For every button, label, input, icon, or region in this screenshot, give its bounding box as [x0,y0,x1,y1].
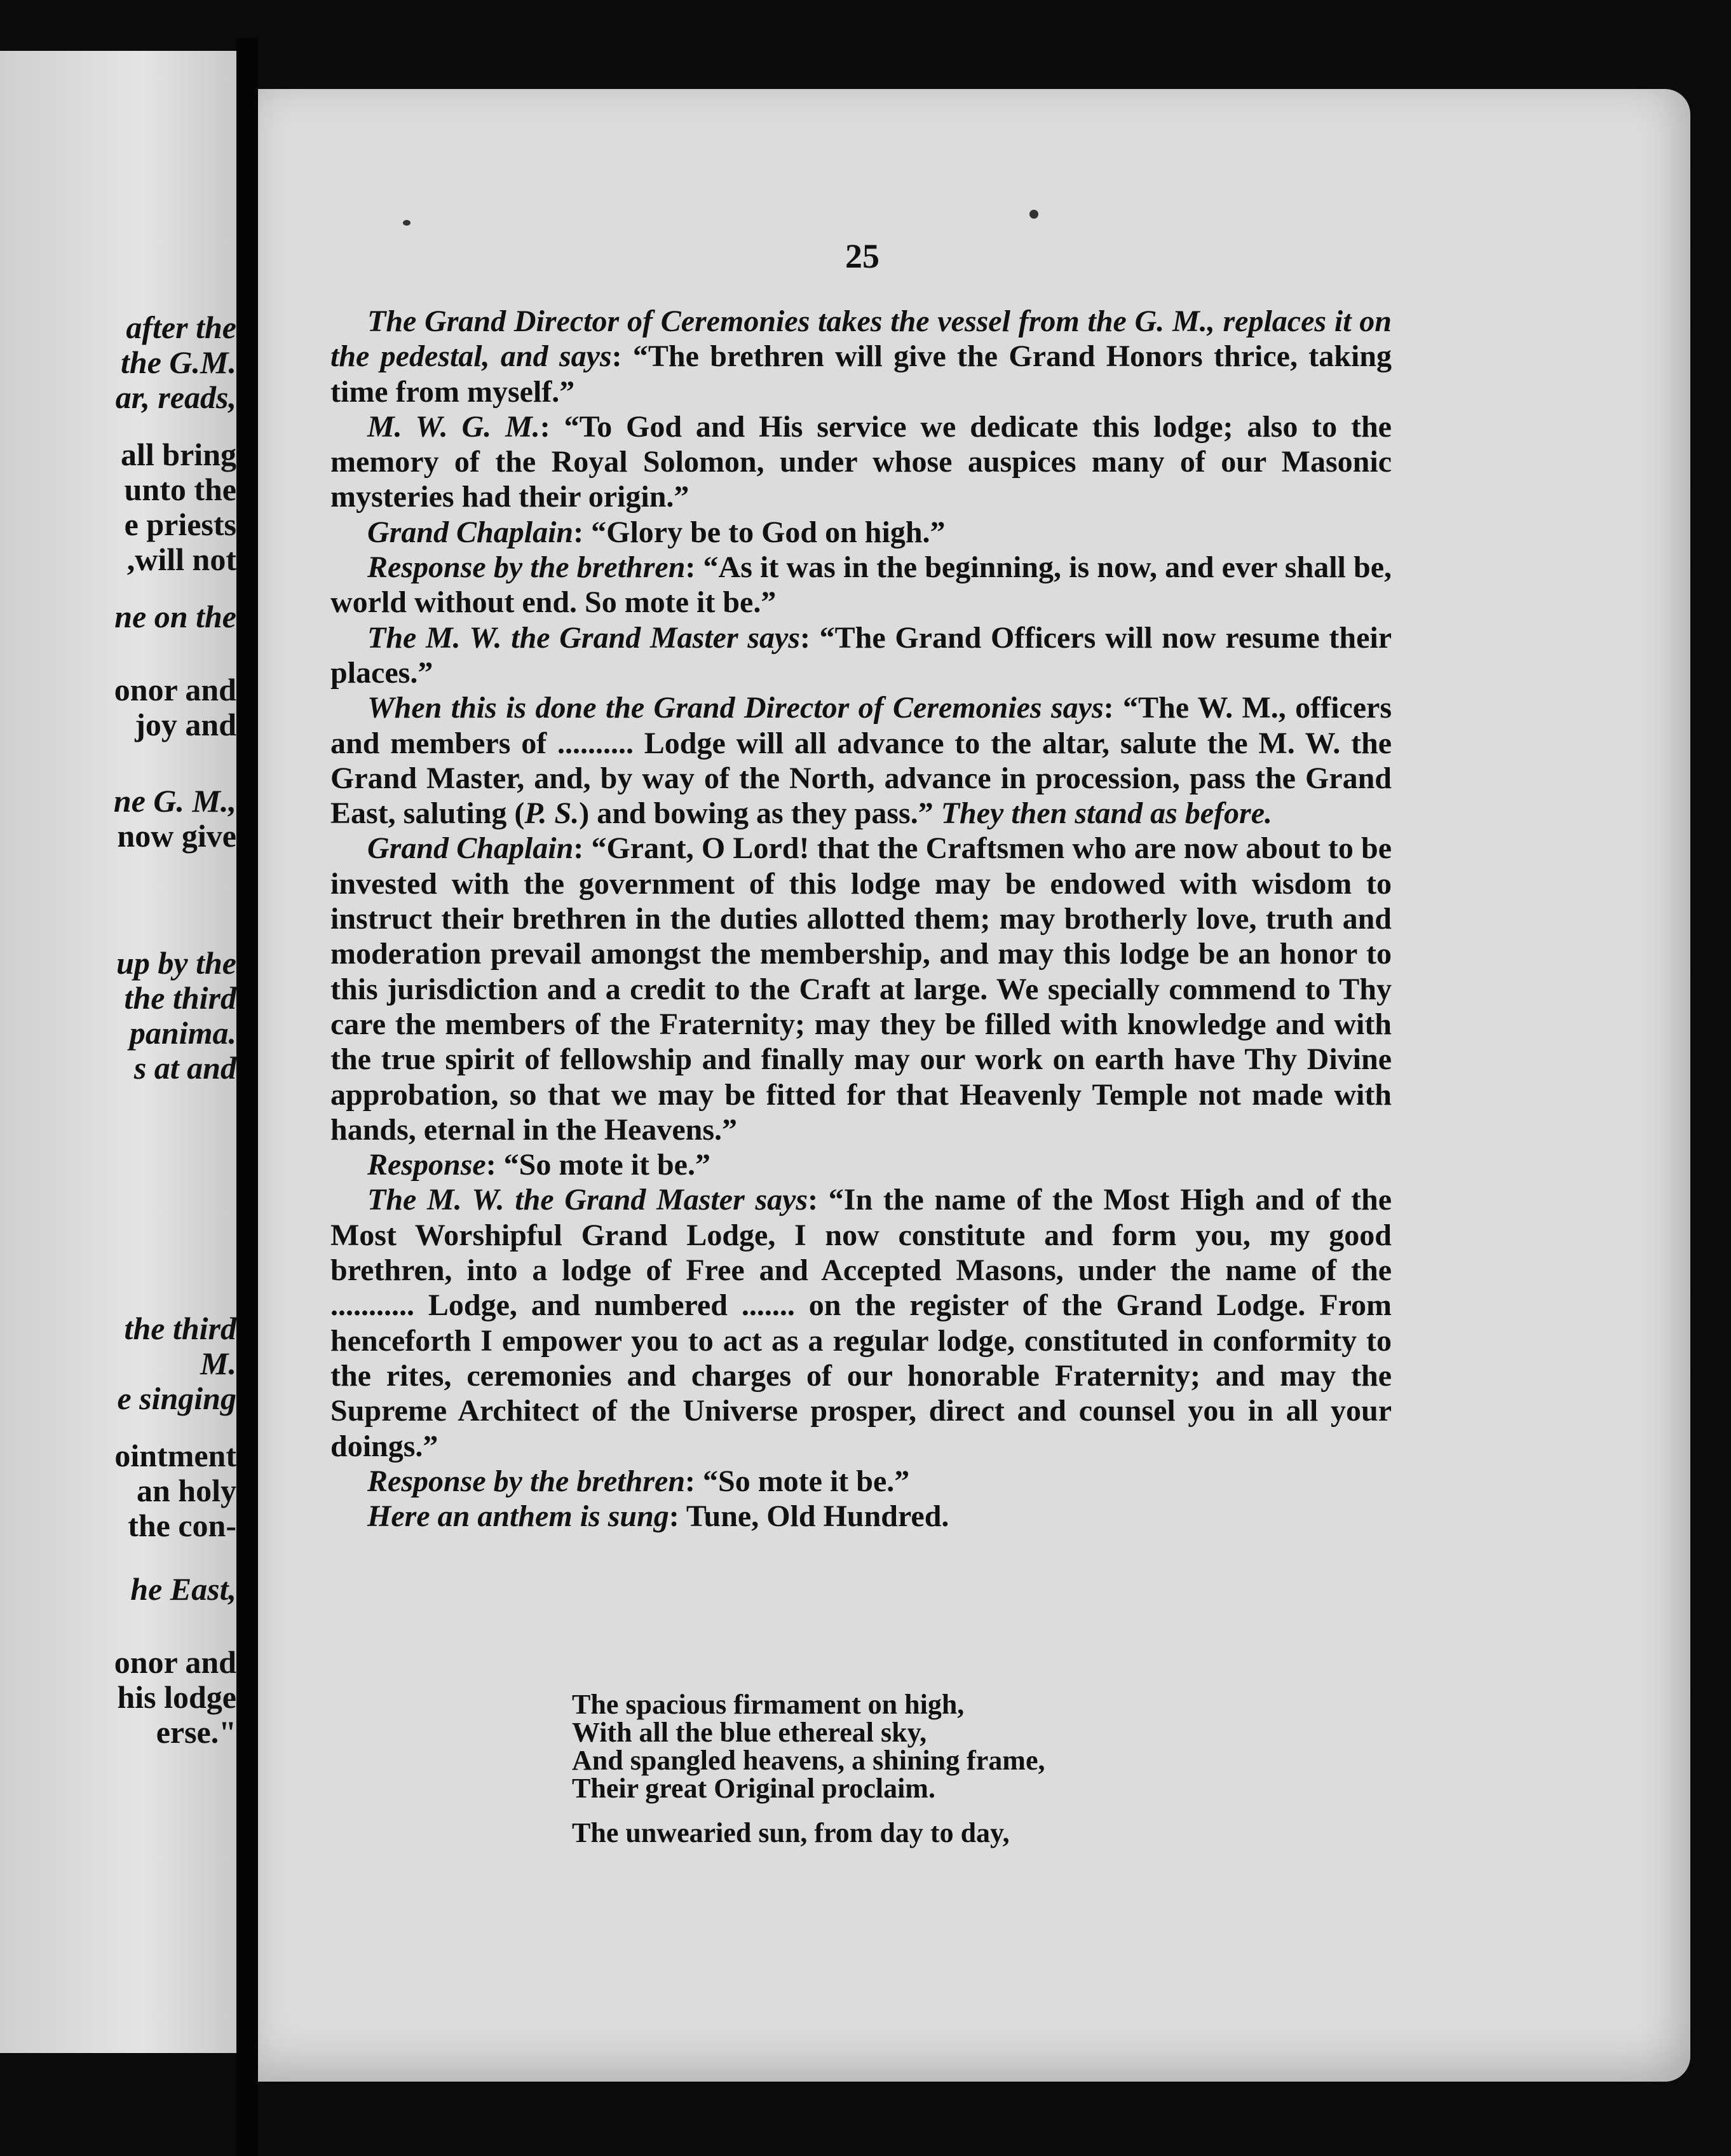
text-run: : Tune, Old Hundred. [669,1499,949,1534]
italic-run: Response by the brethren [367,550,686,585]
facing-page-line: the third [124,980,236,1016]
facing-page-line: ointment [114,1438,236,1473]
italic-run: The M. W. the Grand Master says [367,1183,808,1217]
facing-page-line: e singing [117,1381,236,1416]
facing-page-line: ar, reads, [115,379,236,415]
italic-run: Grand Chaplain [367,515,574,549]
italic-run: M. W. G. M. [367,409,540,444]
facing-page-line: the third [124,1311,236,1346]
hymn-line: The unwearied sun, from day to day, [572,1817,1010,1848]
body-paragraph [330,1499,1392,1534]
body-paragraph [330,1182,1392,1463]
facing-page-line: onor and [114,1644,236,1680]
text-run: : “Grant, O Lord! that the Craftsmen who are now about to be invested with the government of this lodge may be endowed with wisdom to instruct their brethren in the duties allotted them; may brotherly love, truth and moderation prevail amongst the membership, and may this lodge be an honor to this jurisdiction and a credit to the Craft at large. We specially commend to Thy care the members of the Fraternity; may they be filled with knowledge and with the true spirit of fellowship and finally may our work on earth have Thy Divine approbation, so that we may be fitted for that Heavenly Temple not made with hands, eternal in the Heavens.” [330,831,1392,1147]
facing-page-line: joy and [135,707,236,742]
italic-run: Response by the brethren [367,1464,686,1498]
italic-run: P. S. [524,796,580,831]
text-run: : “The Grand Officers will now resume their places.” [330,620,1392,690]
text-run: : “In the name of the Most High and of the Most Worshipful Grand Lodge, I now constitute and form you, my good brethren, into a lodge of Free and Accepted Masons, under the name of the ........... Lodge, and numbered ....... on the register of the Grand Lodge. From henceforth I empower you to act as a regular lodge, constituted in conformity to the rites, ceremonies and charges of our honorable Fraternity; and may the Supreme Architect of the Universe prosper, direct and counsel you in all your doings.” [330,1183,1392,1463]
text-run: : “So mote it be.” [485,1148,710,1182]
hymn-line: Their great Original proclaim. [572,1773,935,1804]
body-paragraph [330,515,1392,550]
facing-page-line: after the [126,310,236,345]
text-run: ) and bowing as they pass.” [579,796,941,831]
ink-speck [403,220,411,226]
facing-page-line: up by the [116,945,236,981]
facing-page-line: erse." [156,1714,236,1750]
facing-page-line: ,will not [126,542,236,577]
facing-page-line: ne G. M., [113,783,236,819]
facing-page-line: the G.M. [121,345,236,380]
page-body [330,304,1392,1534]
facing-page-line: s at and [133,1050,236,1086]
page-number: 25 [845,237,879,275]
italic-run: They then stand as before. [940,796,1273,831]
facing-page-line: all bring [121,437,236,472]
facing-page-line: he East, [130,1571,236,1607]
italic-run: Here an anthem is sung [367,1499,669,1534]
text-run: : “As it was in the beginning, is now, and ever shall be, world without end. So mote it be.” [330,550,1392,620]
facing-page-line: onor and [114,672,236,707]
facing-page-line: unto the [124,472,236,507]
body-paragraph [330,1464,1392,1499]
body-paragraph [330,620,1392,691]
hymn-line: The spacious firmament on high, [572,1689,965,1720]
hymn-line: And spangled heavens, a shining frame, [572,1745,1045,1776]
facing-page-line: his lodge [117,1679,236,1715]
book-gutter [236,38,258,2156]
body-paragraph [330,550,1392,620]
facing-page-line: ne on the [114,599,236,634]
italic-run: When this is done the Grand Director of Ceremonies says [367,691,1104,725]
text-run: : “The W. M., officers and members of .......... Lodge will all advance to the altar, salute the M. W. the Grand Master, and, by way of the North, advance in procession, pass the Grand East, saluting ( [330,691,1392,831]
italic-run: Response [367,1148,486,1182]
facing-page-line: M. [200,1346,236,1381]
text-run: : “To God and His service we dedicate this lodge; also to the memory of the Royal Solomon, under whose auspices many of our Masonic mysteries had their origin.” [330,409,1392,514]
facing-page-line: an holy [136,1473,236,1508]
ink-speck [1029,210,1038,219]
facing-page-line: panima. [129,1015,236,1051]
hymn-text [572,1691,1045,1847]
hymn-line: With all the blue ethereal sky, [572,1717,927,1748]
facing-page-line: e priests [124,507,236,542]
body-paragraph [330,690,1392,831]
text-run: : “So mote it be.” [685,1464,910,1498]
italic-run: The M. W. the Grand Master says [367,620,800,655]
body-paragraph [330,304,1392,409]
italic-run: Grand Chaplain [367,831,574,866]
body-paragraph [330,1147,1392,1182]
facing-page-line: now give [117,818,236,854]
facing-page [0,51,236,2053]
body-paragraph [330,409,1392,515]
text-run: : “Glory be to God on high.” [573,515,946,549]
text-run: : “The brethren will give the Grand Honors thrice, taking time from myself.” [330,339,1392,409]
facing-page-line: the con- [128,1508,236,1543]
body-paragraph [330,831,1392,1147]
italic-run: The Grand Director of Ceremonies takes the vessel from the G. M., replaces it on the pedestal, and says [330,304,1392,374]
